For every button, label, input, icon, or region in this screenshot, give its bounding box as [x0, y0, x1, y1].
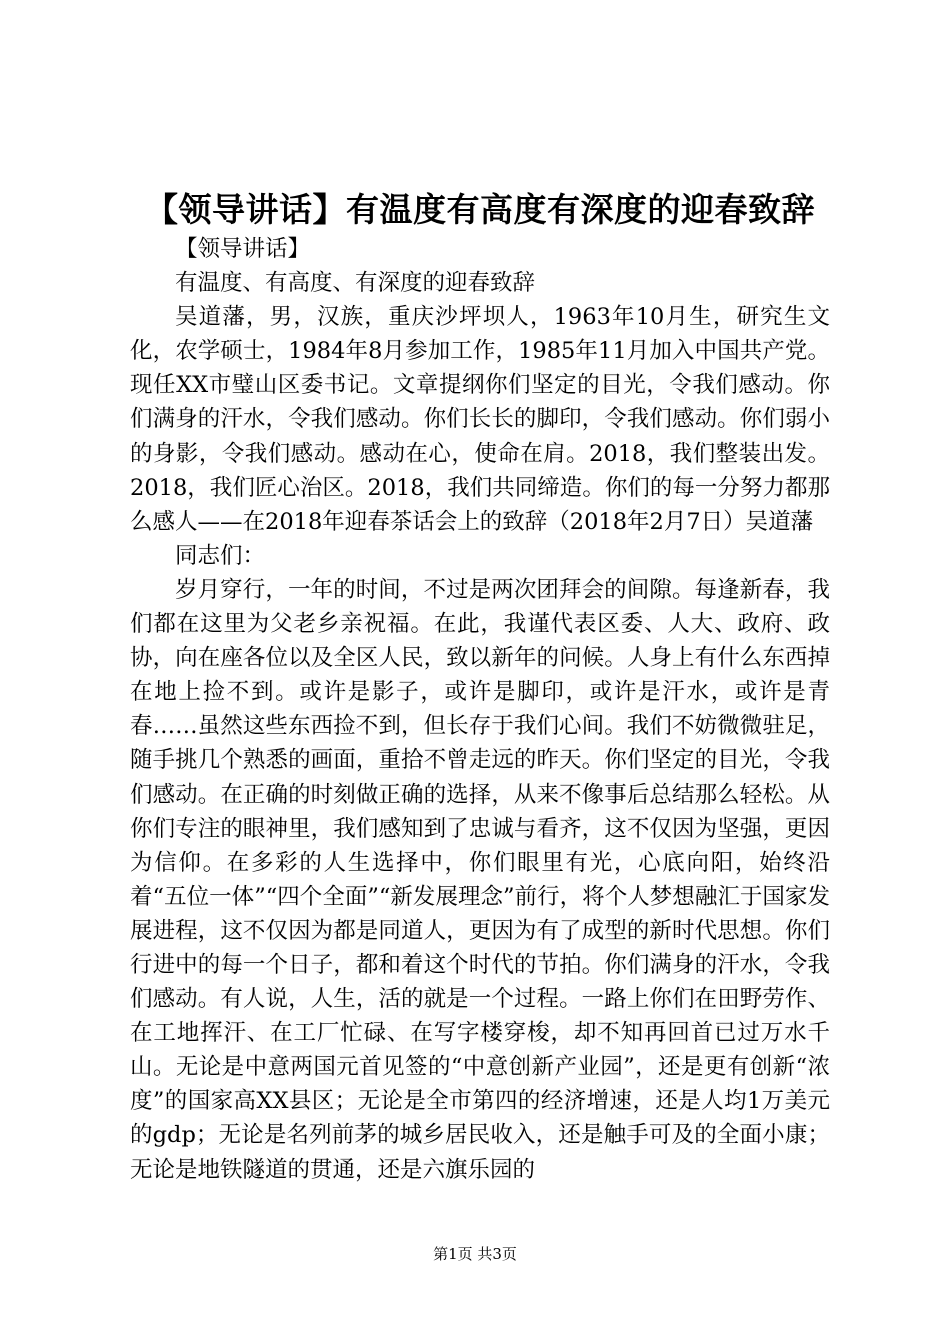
document-body	[130, 232, 830, 1187]
paragraph: 吴道藩，男，汉族，重庆沙坪坝人，1963年10月生，研究生文化，农学硕士，1984年8月参加工作，1985年11月加入中国共产党。现任XX市璧山区委书记。文章提纲你们坚定的目光，令我们感动。你们满身的汗水，令我们感动。你们长长的脚印，令我们感动。你们弱小的身影，令我们感动。感动在心，使命在肩。2018，我们整装出发。2018，我们匠心治区。2018，我们共同缔造。你们的每一分努力都那么感人——在2018年迎春茶话会上的致辞（2018年2月7日）吴道藩	[130, 304, 830, 535]
page-footer: 第1页 共3页	[433, 1245, 517, 1263]
paragraph: 同志们：	[175, 542, 266, 569]
paragraph: 有温度、有高度、有深度的迎春致辞	[175, 270, 536, 297]
paragraph: 岁月穿行，一年的时间，不过是两次团拜会的间隙。每逢新春，我们都在这里为父老乡亲祝福。在此，我谨代表区委、人大、政府、政协，向在座各位以及全区人民，致以新年的问候。人身上有什么东西掉在地上捡不到。或许是影子，或许是脚印，或许是汗水，或许是青春……虽然这些东西捡不到，但长存于我们心间。我们不妨微微驻足，随手挑几个熟悉的画面，重拾不曾走远的昨天。你们坚定的目光，令我们感动。在正确的时刻做正确的选择，从来不像事后总结那么轻松。从你们专注的眼神里，我们感知到了忠诚与看齐，这不仅因为坚强，更因为信仰。在多彩的人生选择中，你们眼里有光，心底向阳，始终沿着“五位一体”“四个全面”“新发展理念”前行，将个人梦想融汇于国家发展进程，这不仅因为都是同道人，更因为有了成型的新时代思想。你们行进中的每一个日子，都和着这个时代的节拍。你们满身的汗水，令我们感动。有人说，人生，活的就是一个过程。一路上你们在田野劳作、在工地挥汗、在工厂忙碌、在写字楼穿梭，却不知再回首已过万水千山。无论是中意两国元首见签的“中意创新产业园”，还是更有创新“浓度”的国家高XX县区；无论是全市第四的经济增速，还是人均1万美元的gdp；无论是名列前茅的城乡居民收入，还是触手可及的全面小康；无论是地铁隧道的贯通，还是六旗乐园的	[130, 576, 830, 1183]
document-title: 【领导讲话】有温度有高度有深度的迎春致辞	[145, 190, 815, 229]
paragraph: 【领导讲话】	[175, 236, 311, 262]
